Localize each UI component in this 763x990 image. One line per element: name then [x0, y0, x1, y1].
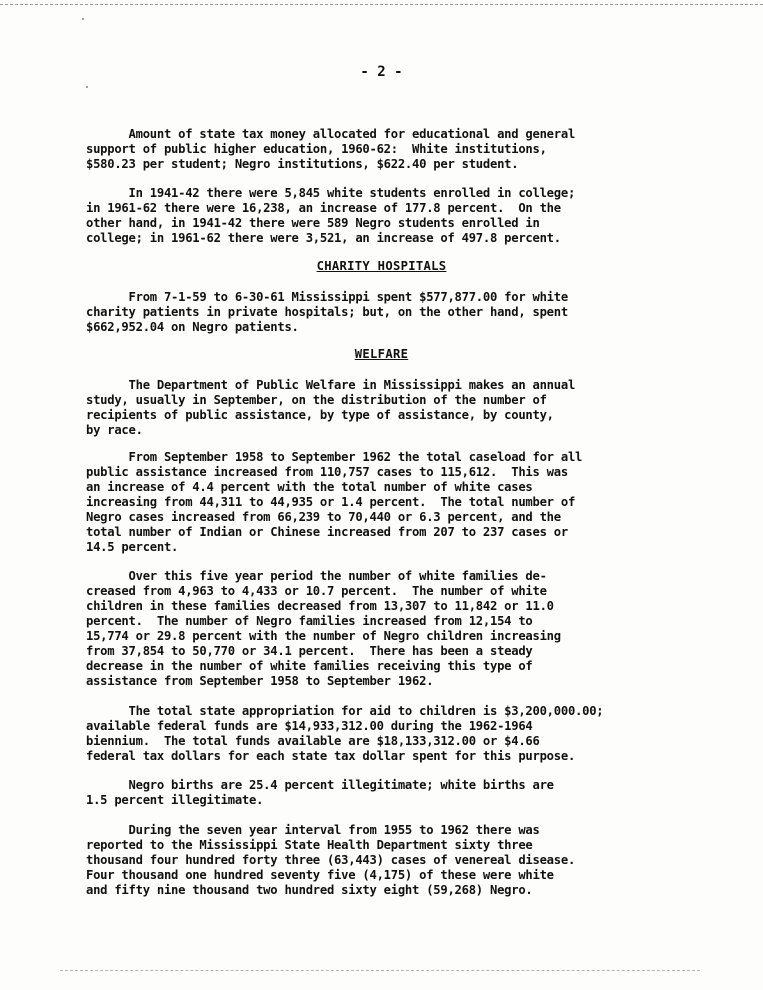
paragraph-education-funding: Amount of state tax money allocated for educational and general support of public higher education, 1960-62: White institutions, $580.23 per student; Negro institutions, $622.40 per student.: [86, 127, 576, 171]
heading-welfare: WELFARE: [354, 347, 409, 361]
heading-charity-hospitals: CHARITY HOSPITALS: [316, 259, 447, 273]
paragraph-college-enrollment: In 1941-42 there were 5,845 white students enrolled in college; in 1961-62 there were 16,238, an increase of 177.8 percent. On the other hand, in 1941-42 there were 589 Negro students enrolled in college; in 1961-62 there were 3,521, an increase of 497.8 percent.: [86, 186, 576, 245]
paragraph-appropriation: The total state appropriation for aid to children is $3,200,000.00; available federal funds are $14,933,312.00 during the 1962-1964 biennium. The total funds available are $18,133,312.00 or $4.66 federal tax dollars for each state tax dollar spent for this purpose.: [86, 704, 604, 763]
paragraph-births: Negro births are 25.4 percent illegitimate; white births are 1.5 percent illegitimate.: [86, 778, 554, 807]
page-number: - 2 -: [360, 64, 403, 80]
paragraph-charity-spending: From 7-1-59 to 6-30-61 Mississippi spent $577,877.00 for white charity patients in private hospitals; but, on the other hand, spent $662,952.04 on Negro patients.: [86, 290, 568, 334]
top-edge-rule: [0, 4, 763, 5]
paragraph-welfare-study: The Department of Public Welfare in Mississippi makes an annual study, usually in September, on the distribution of the number of recipients of public assistance, by type of assistance, by county, by race.: [86, 378, 576, 437]
bottom-edge-rule: [60, 970, 700, 971]
scan-speck: [82, 18, 84, 20]
paragraph-caseload: From September 1958 to September 1962 the total caseload for all public assistance increased from 110,757 cases to 115,612. This was an increase of 4.4 percent with the total number of white cases increasing from 44,311 to 44,935 or 1.4 percent. The total number of Negro cases increased from 66,239 to 70,440 or 6.3 percent, and the total number of Indian or Chinese increased from 207 to 237 cases or 14.5 percent.: [86, 450, 583, 554]
scan-speck: [86, 86, 88, 88]
paragraph-venereal-disease: During the seven year interval from 1955 to 1962 there was reported to the Mississippi State Health Department sixty three thousand four hundred forty three (63,443) cases of venereal disease. Four thousand one hundred seventy five (4,175) of these were white and fifty nine thousand two hundred sixty eight (59,268) Negro.: [86, 823, 576, 897]
paragraph-families: Over this five year period the number of white families de- creased from 4,963 to 4,433 or 10.7 percent. The number of white children in these families decreased from 13,307 to 11,842 or 11.0 percent. The number of Negro families increased from 12,154 to 15,774 or 29.8 percent with the number of Negro children increasing from 37,854 to 50,770 or 34.1 percent. There has been a steady decrease in the number of white families receiving this type of assistance from September 1958 to September 1962.: [86, 569, 561, 688]
